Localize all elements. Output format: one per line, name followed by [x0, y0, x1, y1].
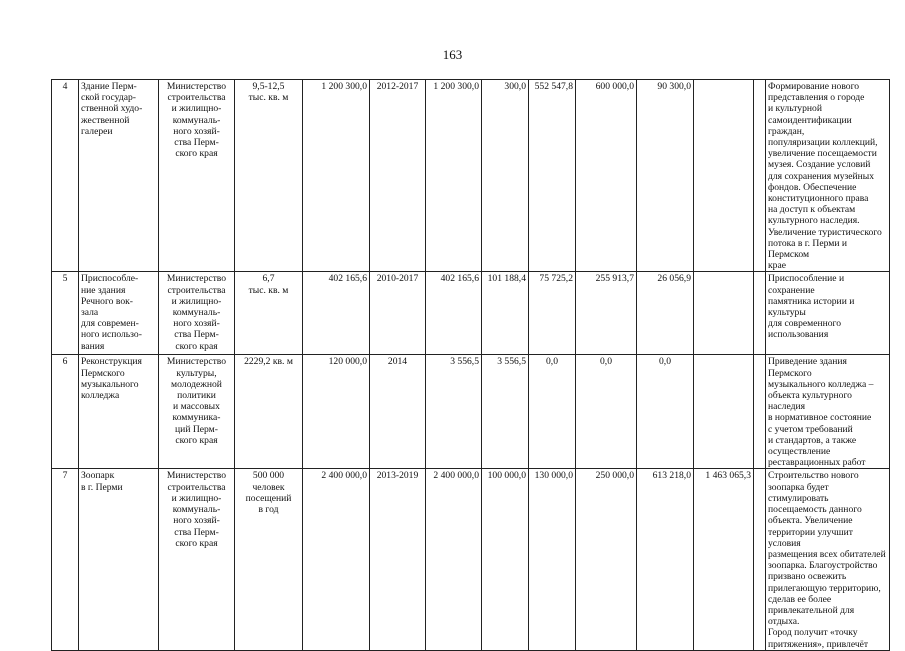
- funding-year-6: [754, 469, 766, 650]
- ministry: Министерство строительства и жилищно- коммуналь- ного хозяй- ства Перм- ского края: [159, 272, 235, 355]
- funding-total: 3 556,5: [426, 355, 482, 469]
- funding-year-3: 255 913,7: [576, 272, 637, 355]
- funding-year-4: 90 300,0: [637, 80, 694, 272]
- row-number: 4: [52, 80, 79, 272]
- funding-year-3: 600 000,0: [576, 80, 637, 272]
- funding-year-4: 26 056,9: [637, 272, 694, 355]
- expected-result: Строительство нового зоопарка будет стимулировать посещаемость данного объекта. Увеличение территории улучшит условия размещения всех обитателей зоопарка. Благоустройство призвано освежить прилегающую территорию, сделав ее более привлекательной для отдыха. Город получит «точку притяжения», привлечёт: [766, 469, 890, 650]
- funding-year-6: [754, 80, 766, 272]
- period: 2014: [370, 355, 426, 469]
- funding-year-5: 1 463 065,3: [694, 469, 754, 650]
- period: 2010-2017: [370, 272, 426, 355]
- investment-projects-table: [51, 79, 890, 651]
- funding-year-2: 552 547,8: [529, 80, 576, 272]
- funding-total: 1 200 300,0: [426, 80, 482, 272]
- funding-year-4: 613 218,0: [637, 469, 694, 650]
- funding-total: 402 165,6: [426, 272, 482, 355]
- page-number: 163: [442, 47, 463, 62]
- funding-year-1: 100 000,0: [482, 469, 529, 650]
- funding-year-1: 101 188,4: [482, 272, 529, 355]
- capacity: 9,5-12,5 тыс. кв. м: [235, 80, 303, 272]
- capacity: 2229,2 кв. м: [235, 355, 303, 469]
- funding-year-2: 0,0: [529, 355, 576, 469]
- period: 2013-2019: [370, 469, 426, 650]
- capacity: 6,7 тыс. кв. м: [235, 272, 303, 355]
- capacity: 500 000 человек посещений в год: [235, 469, 303, 650]
- row-number: 6: [52, 355, 79, 469]
- table-row: [52, 355, 890, 469]
- ministry: Министерство строительства и жилищно- коммуналь- ного хозяй- ства Перм- ского края: [159, 80, 235, 272]
- total-cost: 1 200 300,0: [303, 80, 370, 272]
- expected-result: Формирование нового представления о городе и культурной самоидентификации граждан, популяризации коллекций, увеличение посещаемости музея. Создание условий для сохранения музейных фондов. Обеспечение конституционного права на доступ к объектам культурного наследия. Увеличение туристического потока в г. Перми и Пермском крае: [766, 80, 890, 272]
- total-cost: 2 400 000,0: [303, 469, 370, 650]
- funding-year-1: 300,0: [482, 80, 529, 272]
- total-cost: 120 000,0: [303, 355, 370, 469]
- funding-year-5: [694, 272, 754, 355]
- funding-year-2: 75 725,2: [529, 272, 576, 355]
- table-row: [52, 469, 890, 650]
- total-cost: 402 165,6: [303, 272, 370, 355]
- funding-year-1: 3 556,5: [482, 355, 529, 469]
- row-number: 5: [52, 272, 79, 355]
- object-name: Зоопарк в г. Перми: [79, 469, 159, 650]
- funding-total: 2 400 000,0: [426, 469, 482, 650]
- funding-year-2: 130 000,0: [529, 469, 576, 650]
- ministry: Министерство строительства и жилищно- коммуналь- ного хозяй- ства Перм- ского края: [159, 469, 235, 650]
- row-number: 7: [52, 469, 79, 650]
- funding-year-5: [694, 80, 754, 272]
- ministry: Министерство культуры, молодежной политики и массовых коммуника- ций Перм- ского края: [159, 355, 235, 469]
- funding-year-4: 0,0: [637, 355, 694, 469]
- funding-year-6: [754, 355, 766, 469]
- period: 2012-2017: [370, 80, 426, 272]
- funding-year-5: [694, 355, 754, 469]
- table-row: [52, 272, 890, 355]
- expected-result: Приведение здания Пермского музыкального колледжа – объекта культурного наследия в нормативное состояние с учетом требований и стандартов, а также осуществление реставрационных работ: [766, 355, 890, 469]
- funding-year-6: [754, 272, 766, 355]
- funding-year-3: 0,0: [576, 355, 637, 469]
- expected-result: Приспособление и сохранение памятника истории и культуры для современного использования: [766, 272, 890, 355]
- table-row: [52, 80, 890, 272]
- object-name: Здание Перм- ской государ- ственной худо- жественной галереи: [79, 80, 159, 272]
- funding-year-3: 250 000,0: [576, 469, 637, 650]
- object-name: Реконструкция Пермского музыкального колледжа: [79, 355, 159, 469]
- object-name: Приспособле- ние здания Речного вок- зала для современ- ного использо- вания: [79, 272, 159, 355]
